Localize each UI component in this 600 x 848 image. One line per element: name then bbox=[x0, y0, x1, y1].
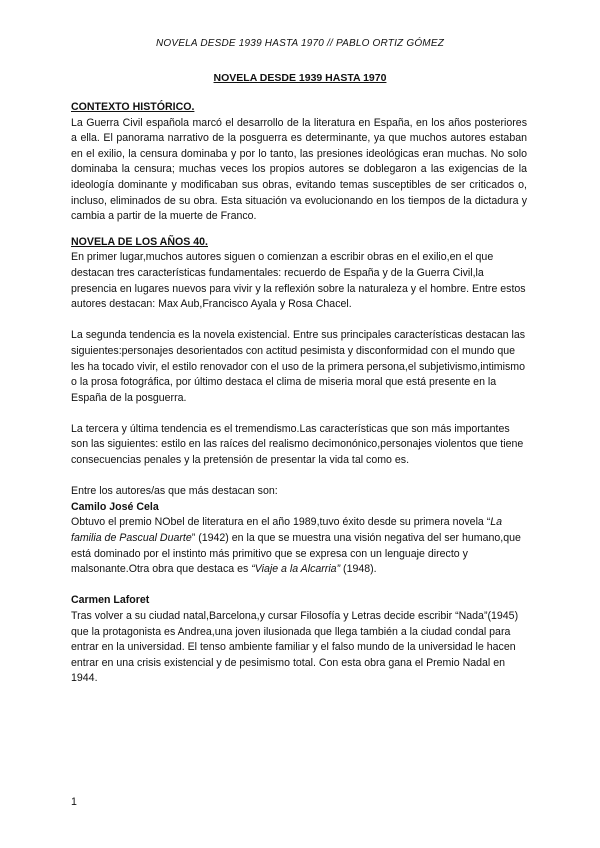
paragraph-existencial: La segunda tendencia es la novela existencial. Entre sus principales características destacan las siguientes:personajes desorientados con actitud pesimista y disconformidad con el mundo que les ha tocado vivir, el estilo renovador con el uso de la primera persona,el subjetivismo,intimismo o la prosa fotográfica, por último destaca el clima de miseria moral que está presente en la España de la posguerra. bbox=[71, 329, 526, 404]
cela-text-3: (1948). bbox=[340, 563, 377, 576]
page-title: NOVELA DESDE 1939 HASTA 1970 bbox=[213, 72, 387, 84]
paragraph-tremendismo: La tercera y última tendencia es el tremendismo.Las características que son más importantes son las siguientes: estilo en las raíces del realismo decimonónico,personajes violentos que tiene consecuencias penales y la pretensión de presentar la vida tal como es. bbox=[71, 422, 524, 467]
work-title-pascual-duarte: La familia de Pascual Duarte bbox=[71, 516, 503, 545]
work-title-viaje-alcarria: “Viaje a la Alcarria” bbox=[251, 563, 341, 576]
section-heading-contexto: CONTEXTO HISTÓRICO. bbox=[71, 101, 195, 113]
author-name-laforet: Carmen Laforet bbox=[71, 594, 150, 607]
page-number: 1 bbox=[71, 796, 77, 808]
paragraph-contexto: La Guerra Civil española marcó el desarrollo de la literatura en España, en los años posteriores a ella. El panorama narrativo de la posguerra es determinante, ya que muchos autores estaban en el exilio, la censura dominaba y por lo tanto, las presiones ideológicas eran muchas. No solo dominaba la censura; muchas veces los propios autores se doblegaron a las exigencias de la ideología dominante y modificaban sus obras, evitando temas susceptibles de ser criticados o, incluso, eliminados de su obra. Esta situación va evolucionando en los tiempos de la dictadura y cambia a partir de la muerte de Franco. bbox=[71, 116, 527, 223]
author-name-cela: Camilo José Cela bbox=[71, 500, 159, 513]
cela-text-1: Obtuvo el premio NObel de literatura en el año 1989,tuvo éxito desde su primera novela “ bbox=[71, 516, 491, 529]
paragraph-exilio: En primer lugar,muchos autores siguen o comienzan a escribir obras en el exilio,en el que destacan tres características fundamentales: recuerdo de España y de la Guerra Civil,la presencia en lugares nuevos para vivir y la reflexión sobre la naturaleza y el hombre. Entre estos autores destacan: Max Aub,Francisco Ayala y Rosa Chacel. bbox=[71, 251, 526, 311]
document-content bbox=[71, 100, 527, 687]
running-header: NOVELA DESDE 1939 HASTA 1970 // PABLO ORTIZ GÓMEZ bbox=[155, 38, 445, 49]
paragraph-cela bbox=[71, 515, 527, 577]
paragraph-laforet: Tras volver a su ciudad natal,Barcelona,y cursar Filosofía y Letras decide escribir “Nada”(1945) que la protagonista es Andrea,una joven ilusionada que llega también a la ciudad condal para entrar en la universidad. El tenso ambiente familiar y el falso mundo de la universidad le hacen entrar en una crisis existencial y de pesimismo total. Con esta obra gana el Premio Nadal en 1944. bbox=[71, 610, 519, 685]
paragraph-autores-intro: Entre los autores/as que más destacan son: bbox=[71, 485, 278, 498]
section-heading-novela-40: NOVELA DE LOS AÑOS 40. bbox=[71, 235, 208, 248]
cela-text-2: ” (1942) en la que se muestra una visión negativa del ser humano,que está dominado por el instinto más primitivo que se expresa con un lenguaje directo y malsonante.Otra obra que destaca es bbox=[71, 532, 521, 576]
